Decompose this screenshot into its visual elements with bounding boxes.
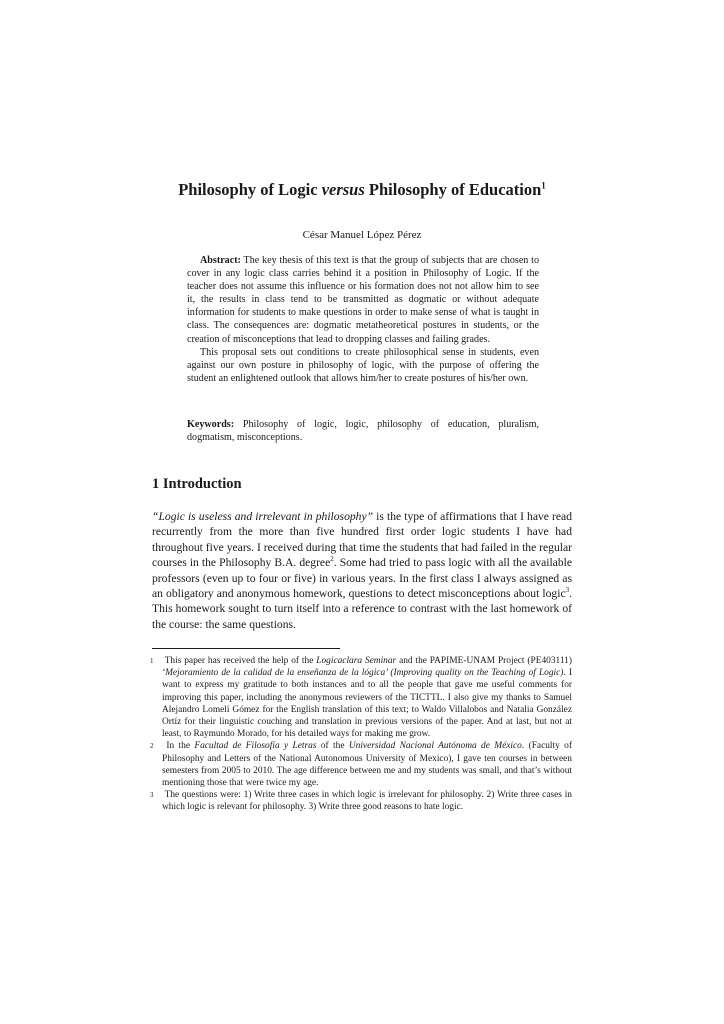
footnotes xyxy=(150,655,572,814)
footnote-mark: 3 xyxy=(150,791,154,800)
title-footnote-mark: 1 xyxy=(541,180,546,191)
footnote-text: . I want to express my gratitude to both instances and to all the people that gave me useful comments for improving this paper, including the anonymous reviewers of the TICTTL. I also give my thanks to Samuel Alejandro Lomelí Gómez for the English translation of this text; to Waldo Villalobos and Natalia González Ortíz for their linguistic couching and translation in previous versions of the paper. And at last, but not at least, to Raymundo Morado, for his detailed ways for making me grow. xyxy=(162,668,573,740)
abstract-label: Abstract: xyxy=(200,255,241,266)
abstract-paragraph-1 xyxy=(187,254,539,346)
intro-paragraph xyxy=(152,509,572,632)
footnote-text: This paper has received the help of the xyxy=(162,656,317,666)
footnote-3 xyxy=(150,789,572,813)
intro-text-3: . This homework sought to turn itself into a reference to contrast with the last homework of the course: the same questions. xyxy=(152,587,572,631)
abstract-paragraph-2: This proposal sets out conditions to create philosophical sense in students, even against our own posture in philosophy of logic, with the purpose of offering the student an enlightened outlook that allows him/her to create postures of his/her own. xyxy=(187,346,539,384)
footnote-text: and the PAPIME-UNAM Project (PE403111) xyxy=(396,656,572,666)
intro-quote: “Logic is useless and irrelevant in philosophy” xyxy=(152,510,374,523)
title-text-versus: versus xyxy=(321,180,365,199)
author-name: César Manuel López Pérez xyxy=(302,229,422,241)
footnote-2 xyxy=(150,740,572,789)
footnote-text: The questions were: 1) Write three cases in which logic is irrelevant for philosophy. 2) Write three cases in which logic is relevant for philosophy. 3) Write three good reasons to hate logic. xyxy=(162,790,572,813)
footnote-divider xyxy=(152,648,340,649)
footnote-text-italic: Universidad Nacional Autónoma de México xyxy=(348,741,522,752)
intro-text-2: . Some had tried to pass logic with all the available professors (even up to four or five) in various years. In the first class I always assigned as an obligatory and anonymous homework, questions to detect misconceptions about logic xyxy=(152,556,572,601)
footnote-ref-2: 2 xyxy=(330,555,334,564)
abstract xyxy=(187,254,539,385)
footnote-mark: 2 xyxy=(150,742,154,751)
paper-title xyxy=(0,180,724,200)
abstract-text-1: The key thesis of this text is that the group of subjects that are chosen to cover in any logic class carries behind it a position in Philosophy of Logic. If the teacher does not assume this influence or his formation does not not allow him to see it, the results in class tend to be transmitted as dogmatic or without adequate information for students to make questions in order to make sense of what is taught in class. The consequences are: dogmatic metatheoretical postures in students, or the creation of misconceptions that lead to dropping classes and failing grades. xyxy=(187,255,539,345)
intro-text-1: is the type of affirmations that I have read recurrently from the more than five hundred first order logic students I have had throughout five years. I received during that time the students that had failed in the regular courses in the Philosophy B.A. degree xyxy=(152,510,572,570)
keywords-label: Keywords: xyxy=(187,419,235,430)
footnote-text: of the xyxy=(316,741,349,752)
footnote-text-italic: Logicaclara Seminar xyxy=(316,656,397,666)
footnote-text: In the xyxy=(162,741,195,752)
title-text-part1: Philosophy of Logic xyxy=(178,180,322,199)
footnote-text-italic: ‘Mejoramiento de la calidad de la enseñanza de la lógica’ (Improving quality on the Teaching of Logic) xyxy=(162,668,564,679)
footnote-text: . (Faculty of Philosophy and Letters of the National Autonomous University of Mexico), I gave ten courses in between semesters from 2005 to 2010. The age difference between me and my students was small, and that’s without mentioning those that were twice my age. xyxy=(162,741,572,789)
footnote-mark: 1 xyxy=(150,657,154,665)
footnote-ref-3: 3 xyxy=(565,586,570,595)
footnote-1 xyxy=(150,655,572,740)
footnote-text-italic: Facultad de Filosofía y Letras xyxy=(194,741,317,752)
keywords xyxy=(187,418,539,444)
title-text-part3: Philosophy of Education xyxy=(364,180,542,199)
section-heading: 1 Introduction xyxy=(152,476,242,492)
keywords-text: Philosophy of logic, logic, philosophy of education, pluralism, dogmatism, misconceptions. xyxy=(187,419,539,444)
